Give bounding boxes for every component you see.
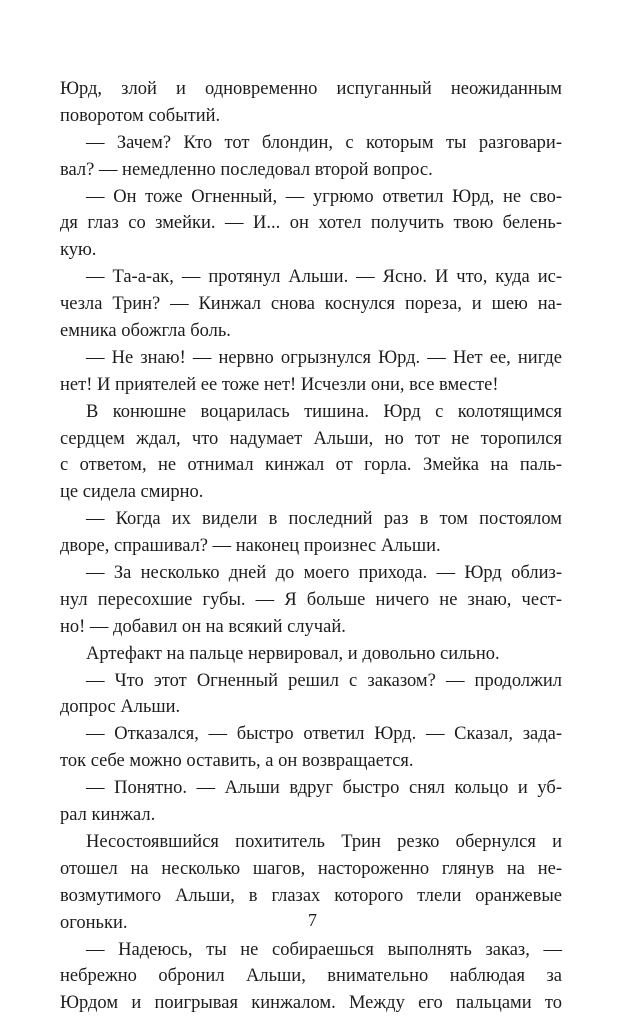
text-line: небрежно обронил Альши, внимательно наблюдая за xyxy=(60,966,562,987)
text-line: допрос Альши. xyxy=(60,697,181,718)
text-line: рал кинжал. xyxy=(60,805,156,826)
text-line: емника обожгла боль. xyxy=(60,321,231,342)
text-line: но! — добавил он на всякий случай. xyxy=(60,616,346,637)
text-line: чезла Трин? — Кинжал снова коснулся пореза, и шею на- xyxy=(60,294,562,315)
text-line: вал? — немедленно последовал второй вопрос. xyxy=(60,159,433,180)
text-line: — Он тоже Огненный, — угрюмо ответил Юрд, не сво- xyxy=(86,186,562,207)
text-line: — Не знаю! — нервно огрызнулся Юрд. — Нет ее, нигде xyxy=(86,347,562,368)
text-line: Артефакт на пальце нервировал, и довольно сильно. xyxy=(86,643,500,664)
text-line: ток себе можно оставить, а он возвращается. xyxy=(60,751,414,772)
text-line: кую. xyxy=(60,240,97,261)
text-line: — Понятно. — Альши вдруг быстро снял кольцо и уб- xyxy=(86,778,562,799)
text-line: огоньки. xyxy=(60,912,128,933)
text-line: отошел на несколько шагов, настороженно глянув на не- xyxy=(60,858,562,879)
text-line: поворотом событий. xyxy=(60,105,221,126)
text-line: — Когда их видели в последний раз в том постоялом xyxy=(86,509,562,530)
text-line: — Та-а-ак, — протянул Альши. — Ясно. И что, куда ис- xyxy=(86,267,562,288)
text-line: — Отказался, — быстро ответил Юрд. — Сказал, зада- xyxy=(86,724,562,745)
page-number: 7 xyxy=(308,910,317,930)
text-line: дя глаз со змейки. — И... он хотел получить твою белень- xyxy=(60,213,562,234)
text-line: — Зачем? Кто тот блондин, с которым ты разговари- xyxy=(86,132,562,153)
text-line: нул пересохшие губы. — Я больше ничего не знаю, чест- xyxy=(60,589,562,610)
text-line: дворе, спрашивал? — наконец произнес Альши. xyxy=(60,536,441,557)
text-line: — Что этот Огненный решил с заказом? — продолжил xyxy=(86,670,562,691)
body-text xyxy=(60,76,562,1017)
text-line: — Надеюсь, ты не собираешься выполнять заказ, — xyxy=(86,939,562,960)
text-line: це сидела смирно. xyxy=(60,482,204,503)
text-line: Юрд, злой и одновременно испуганный неожиданным xyxy=(60,79,562,99)
text-line: нет! И приятелей ее тоже нет! Исчезли они, все вместе! xyxy=(60,374,499,395)
text-line: возмутимого Альши, в глазах которого тлели оранжевые xyxy=(60,885,562,906)
text-line: Несостоявшийся похититель Трин резко обернулся и xyxy=(86,831,562,852)
text-line: сердцем ждал, что надумает Альши, но тот не торопился xyxy=(60,428,562,449)
text-line: Юрдом и поигрывая кинжалом. Между его пальцами то xyxy=(60,993,562,1014)
text-line: с ответом, не отнимал кинжал от горла. Змейка на паль- xyxy=(60,455,562,476)
text-line: — За несколько дней до моего прихода. — Юрд облиз- xyxy=(86,563,562,584)
text-line: В конюшне воцарилась тишина. Юрд с колотящимся xyxy=(86,401,562,422)
